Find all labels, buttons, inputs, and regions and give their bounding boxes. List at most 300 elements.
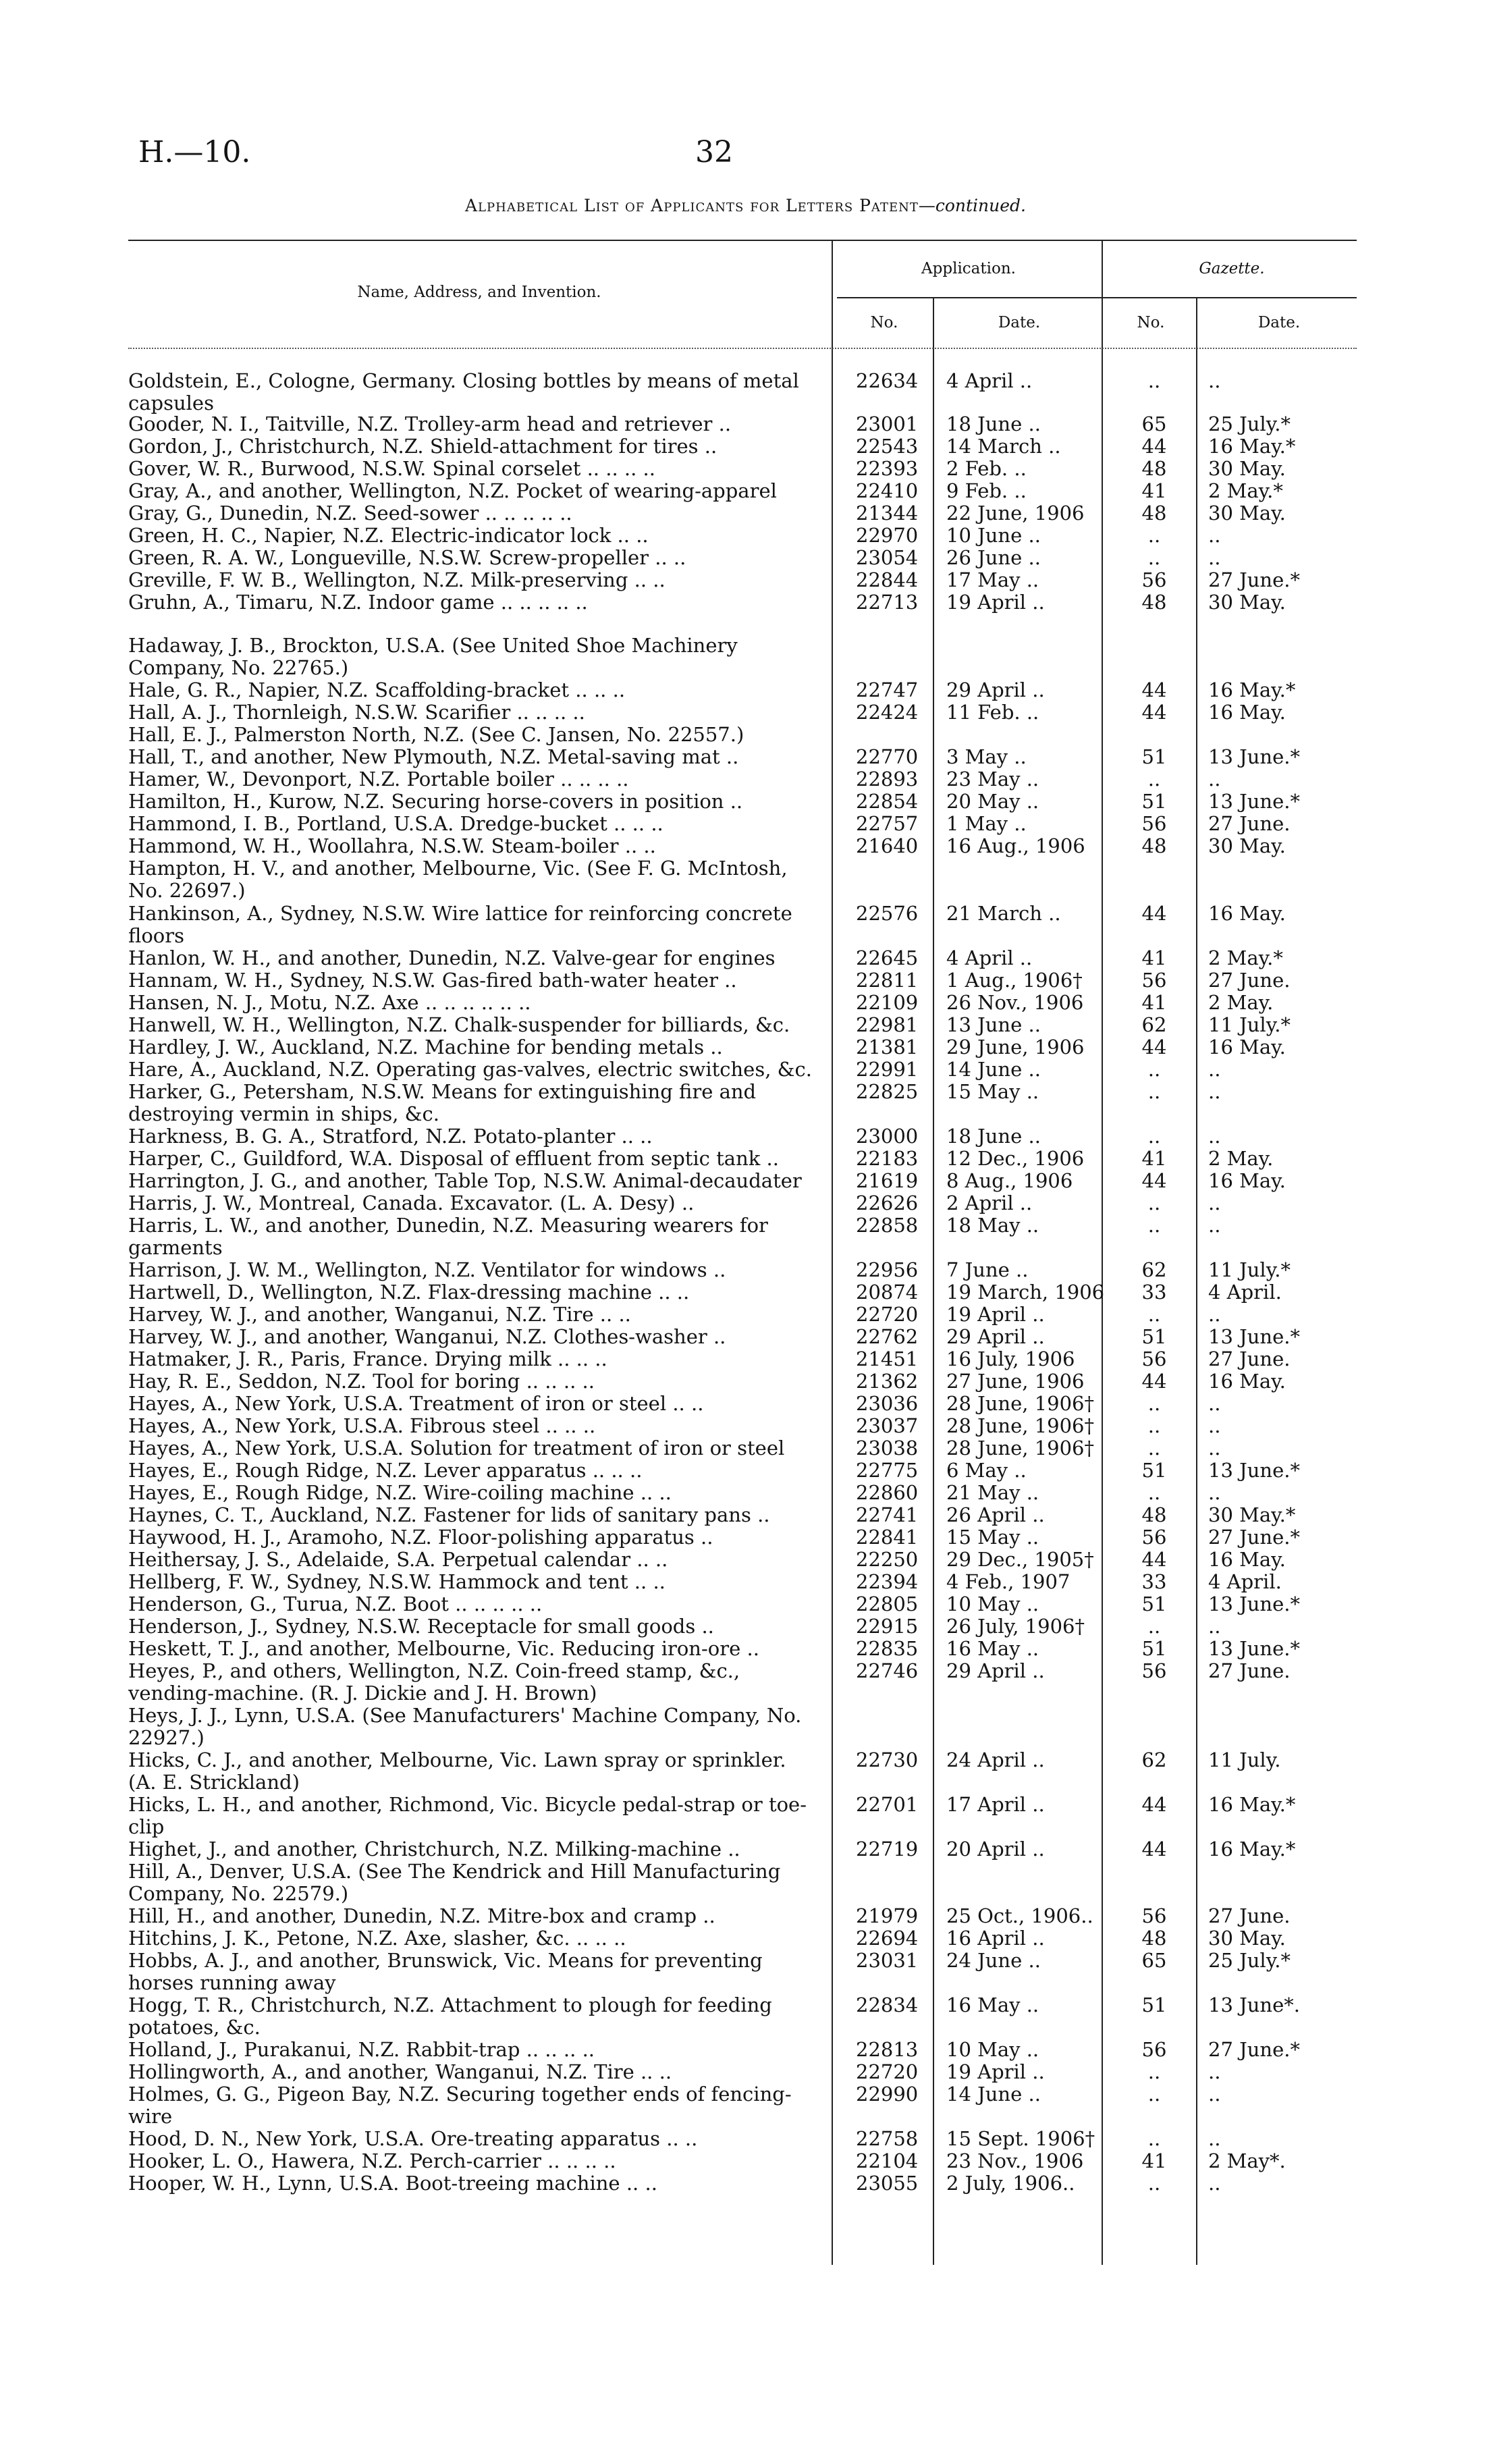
gazette-number: 33 (1141, 1281, 1167, 1304)
application-date: 26 June .. (946, 546, 1041, 569)
gazette-date: .. (1208, 1615, 1221, 1638)
application-date: 17 April .. (946, 1793, 1045, 1816)
application-number: 22805 (856, 1592, 919, 1615)
application-date: 9 Feb. .. (946, 479, 1027, 502)
gazette-date: 4 April. (1208, 1281, 1282, 1304)
gazette-date: 27 June. (1208, 1904, 1291, 1927)
application-number: 22719 (856, 1838, 919, 1860)
gazette-date: .. (1208, 2083, 1221, 2106)
application-date: 16 Aug., 1906 (946, 834, 1085, 857)
application-number: 22758 (856, 2127, 919, 2150)
gazette-number: 51 (1141, 1993, 1167, 2016)
applicant-entry: Henderson, J., Sydney, N.S.W. Receptacle for small goods .. (128, 1615, 714, 1638)
gazette-number: 51 (1141, 745, 1167, 768)
gazette-date: 16 May. (1208, 1169, 1286, 1192)
gazette-date: 11 July. (1208, 1748, 1281, 1771)
gazette-date: 30 May. (1208, 502, 1286, 525)
gazette-number: 44 (1141, 1793, 1167, 1816)
applicant-entry: Hayes, A., New York, U.S.A. Fibrous steel .. .. .. (128, 1414, 596, 1437)
applicant-entry: Harris, L. W., and another, Dunedin, N.Z. Measuring wearers for garments (128, 1214, 768, 1259)
application-number: 22645 (856, 946, 919, 969)
gazette-number: .. (1147, 2060, 1161, 2083)
application-date: 14 June .. (946, 2083, 1041, 2106)
gazette-number: 62 (1141, 1258, 1167, 1281)
application-date: 12 Dec., 1906 (946, 1147, 1085, 1170)
applicant-entry: Hall, A. J., Thornleigh, N.S.W. Scarifier .. .. .. .. (128, 701, 585, 724)
application-date: 1 Aug., 1906† (946, 969, 1083, 992)
application-date: 4 Feb., 1907 (946, 1570, 1070, 1593)
gazette-number: 56 (1141, 2038, 1167, 2061)
gazette-number: 62 (1141, 1748, 1167, 1771)
gazette-date: .. (1208, 2060, 1221, 2083)
application-number: 21362 (856, 1370, 919, 1393)
application-date: 1 May .. (946, 812, 1027, 835)
application-date: 28 June, 1906† (946, 1437, 1095, 1459)
application-date: 16 April .. (946, 1927, 1045, 1950)
application-date: 29 June, 1906 (946, 1036, 1085, 1059)
applicant-entry: Greville, F. W. B., Wellington, N.Z. Milk-preserving .. .. (128, 568, 666, 591)
application-number: 22701 (856, 1793, 919, 1816)
application-date: 10 June .. (946, 524, 1041, 547)
application-date: 18 June .. (946, 412, 1041, 435)
gazette-date: 30 May. (1208, 834, 1286, 857)
gazette-number: 48 (1141, 457, 1167, 480)
application-date: 28 June, 1906† (946, 1414, 1095, 1437)
applicant-entry: Heithersay, J. S., Adelaide, S.A. Perpetual calendar .. .. (128, 1548, 668, 1571)
application-number: 22956 (856, 1258, 919, 1281)
applicant-entry: Haywood, H. J., Aramoho, N.Z. Floor-polishing apparatus .. (128, 1526, 713, 1549)
column-header-app-date: Date. (998, 314, 1041, 331)
application-date: 16 July, 1906 (946, 1347, 1075, 1370)
gazette-date: .. (1208, 1481, 1221, 1504)
gazette-date: 27 June.* (1208, 2038, 1300, 2061)
gazette-date: 25 July.* (1208, 412, 1291, 435)
gazette-date: 16 May. (1208, 701, 1286, 724)
gazette-number: .. (1147, 1080, 1161, 1103)
gazette-number: 56 (1141, 1526, 1167, 1549)
application-number: 22915 (856, 1615, 919, 1638)
gazette-date: 2 May.* (1208, 479, 1283, 502)
gazette-number: 56 (1141, 1659, 1167, 1682)
gazette-date: 16 May.* (1208, 678, 1296, 701)
gazette-number: .. (1147, 1414, 1161, 1437)
application-date: 16 May .. (946, 1637, 1039, 1660)
gazette-date: 13 June.* (1208, 1325, 1300, 1348)
application-date: 17 May .. (946, 568, 1039, 591)
gazette-number: 48 (1141, 1503, 1167, 1526)
application-number: 22841 (856, 1526, 919, 1549)
application-number: 22394 (856, 1570, 919, 1593)
application-number: 22825 (856, 1080, 919, 1103)
gazette-number: 44 (1141, 1036, 1167, 1059)
column-header-gazette-no: No. (1137, 314, 1165, 331)
gazette-number: 48 (1141, 591, 1167, 614)
gazette-date: 16 May.* (1208, 1793, 1296, 1816)
application-number: 22970 (856, 524, 919, 547)
application-number: 22694 (856, 1927, 919, 1950)
gazette-number: .. (1147, 524, 1161, 547)
application-date: 15 Sept. 1906† (946, 2127, 1095, 2150)
gazette-number: .. (1147, 1191, 1161, 1214)
application-number: 22854 (856, 790, 919, 813)
application-number: 22770 (856, 745, 919, 768)
application-number: 20874 (856, 1281, 919, 1304)
application-date: 19 April .. (946, 2060, 1045, 2083)
applicant-entry: Goldstein, E., Cologne, Germany. Closing bottles by means of metal capsules (128, 369, 799, 414)
gazette-date: 27 June. (1208, 1659, 1291, 1682)
gazette-number: 65 (1141, 412, 1167, 435)
application-date: 11 Feb. .. (946, 701, 1039, 724)
list-title-text: Alphabetical List of Applicants for Letters Patent (465, 196, 919, 215)
application-date: 26 Nov., 1906 (946, 991, 1084, 1014)
gazette-date: 16 May.* (1208, 435, 1296, 458)
application-number: 22981 (856, 1013, 919, 1036)
gazette-number: .. (1147, 369, 1161, 392)
application-number: 22813 (856, 2038, 919, 2061)
applicant-entry: Hare, A., Auckland, N.Z. Operating gas-valves, electric switches, &c. (128, 1058, 812, 1081)
application-number: 22893 (856, 768, 919, 791)
gazette-date: .. (1208, 1392, 1221, 1415)
applicant-entry: Hammond, W. H., Woollahra, N.S.W. Steam-boiler .. .. (128, 834, 656, 857)
gazette-number: .. (1147, 768, 1161, 791)
gazette-date: 11 July.* (1208, 1013, 1291, 1036)
gazette-number: .. (1147, 1058, 1161, 1081)
application-number: 22250 (856, 1548, 919, 1571)
applicant-entry: Hammond, I. B., Portland, U.S.A. Dredge-bucket .. .. .. (128, 812, 663, 835)
applicant-entry: Hayes, E., Rough Ridge, N.Z. Lever apparatus .. .. .. (128, 1459, 643, 1482)
gazette-date: .. (1208, 1191, 1221, 1214)
application-date: 2 April .. (946, 1191, 1033, 1214)
applicant-entry: Harvey, W. J., and another, Wanganui, N.Z. Clothes-washer .. (128, 1325, 726, 1348)
applicant-entry: Hellberg, F. W., Sydney, N.S.W. Hammock and tent .. .. (128, 1570, 666, 1593)
application-date: 4 April .. (946, 946, 1033, 969)
application-date: 4 April .. (946, 369, 1033, 392)
gazette-date: 27 June. (1208, 969, 1291, 992)
applicant-entry: Hayes, A., New York, U.S.A. Solution for treatment of iron or steel (128, 1437, 785, 1459)
gazette-number: .. (1147, 1392, 1161, 1415)
applicant-entry: Harker, G., Petersham, N.S.W. Means for extinguishing fire and destroying vermin in ships, &c. (128, 1080, 757, 1125)
applicant-entry: Harper, C., Guildford, W.A. Disposal of effluent from septic tank .. (128, 1147, 779, 1170)
application-number: 21979 (856, 1904, 919, 1927)
gazette-number: 41 (1141, 479, 1167, 502)
gazette-number: .. (1147, 2172, 1161, 2195)
gazette-number: 56 (1141, 1904, 1167, 1927)
application-date: 28 June, 1906† (946, 1392, 1095, 1415)
gazette-date: 16 May. (1208, 902, 1286, 925)
applicant-entry: Hanwell, W. H., Wellington, N.Z. Chalk-suspender for billiards, &c. (128, 1013, 790, 1036)
column-header-gazette-date: Date. (1257, 314, 1301, 331)
applicant-entry: Hale, G. R., Napier, N.Z. Scaffolding-bracket .. .. .. (128, 678, 626, 701)
gazette-date: 13 June.* (1208, 790, 1300, 813)
application-number: 22424 (856, 701, 919, 724)
applicant-entry: Holmes, G. G., Pigeon Bay, N.Z. Securing together ends of fencing-wire (128, 2083, 792, 2128)
gazette-number: 44 (1141, 678, 1167, 701)
application-number: 21344 (856, 502, 919, 525)
applicant-entry: Heyes, P., and others, Wellington, N.Z. Coin-freed stamp, &c., vending-machine. (R. J. Dickie and J. H. Brown) (128, 1659, 740, 1705)
applicant-entry: Hooper, W. H., Lynn, U.S.A. Boot-treeing machine .. .. (128, 2172, 657, 2195)
application-date: 13 June .. (946, 1013, 1041, 1036)
application-date: 29 Dec., 1905† (946, 1548, 1094, 1571)
gazette-date: 13 June.* (1208, 745, 1300, 768)
gazette-number: .. (1147, 2127, 1161, 2150)
application-number: 22410 (856, 479, 919, 502)
application-date: 24 June .. (946, 1949, 1041, 1972)
gazette-date: .. (1208, 1437, 1221, 1459)
applicant-entry: Hardley, J. W., Auckland, N.Z. Machine for bending metals .. (128, 1036, 723, 1059)
gazette-date: 25 July.* (1208, 1949, 1291, 1972)
gazette-date: 13 June.* (1208, 1459, 1300, 1482)
gazette-number: .. (1147, 1214, 1161, 1237)
application-date: 19 April .. (946, 1303, 1045, 1326)
application-number: 21619 (856, 1169, 919, 1192)
gazette-date: 27 June.* (1208, 1526, 1300, 1549)
gazette-number: 41 (1141, 991, 1167, 1014)
gazette-number: 51 (1141, 1592, 1167, 1615)
applicant-entry: Green, H. C., Napier, N.Z. Electric-indicator lock .. .. (128, 524, 649, 547)
gazette-number: 44 (1141, 1838, 1167, 1860)
application-number: 23031 (856, 1949, 919, 1972)
gazette-number: 51 (1141, 1459, 1167, 1482)
gazette-date: 30 May.* (1208, 1503, 1296, 1526)
gazette-date: 13 June.* (1208, 1637, 1300, 1660)
gazette-date: .. (1208, 1414, 1221, 1437)
gazette-number: 56 (1141, 568, 1167, 591)
gazette-date: 13 June.* (1208, 1592, 1300, 1615)
applicant-entry: Hanlon, W. H., and another, Dunedin, N.Z. Valve-gear for engines (128, 946, 776, 969)
gazette-date: 16 May. (1208, 1370, 1286, 1393)
application-date: 23 May .. (946, 768, 1039, 791)
applicant-entry: Hicks, L. H., and another, Richmond, Vic. Bicycle pedal-strap or toe-clip (128, 1793, 807, 1838)
gazette-number: 33 (1141, 1570, 1167, 1593)
application-number: 22835 (856, 1637, 919, 1660)
application-number: 22858 (856, 1214, 919, 1237)
applicant-entry: Hill, A., Denver, U.S.A. (See The Kendrick and Hill Manufacturing Company, No. 22579.) (128, 1860, 781, 1905)
gazette-date: 27 June.* (1208, 568, 1300, 591)
application-number: 22775 (856, 1459, 919, 1482)
application-date: 24 April .. (946, 1748, 1045, 1771)
application-number: 22844 (856, 568, 919, 591)
application-date: 23 Nov., 1906 (946, 2149, 1084, 2172)
applicant-entry: Harkness, B. G. A., Stratford, N.Z. Potato-planter .. .. (128, 1125, 653, 1148)
gazette-date: 13 June*. (1208, 1993, 1300, 2016)
application-number: 22757 (856, 812, 919, 835)
gazette-number: 44 (1141, 701, 1167, 724)
application-date: 15 May .. (946, 1080, 1039, 1103)
gazette-number: 51 (1141, 1325, 1167, 1348)
application-date: 18 June .. (946, 1125, 1041, 1148)
gazette-date: 2 May.* (1208, 946, 1283, 969)
gazette-date: .. (1208, 1214, 1221, 1237)
applicant-entry: Henderson, G., Turua, N.Z. Boot .. .. .. .. .. (128, 1592, 543, 1615)
gazette-number: 44 (1141, 1548, 1167, 1571)
gazette-date: 2 May*. (1208, 2149, 1286, 2172)
applicant-entry: Hamer, W., Devonport, N.Z. Portable boiler .. .. .. .. (128, 768, 629, 791)
application-date: 15 May .. (946, 1526, 1039, 1549)
gazette-date: 27 June. (1208, 812, 1291, 835)
gazette-number: 41 (1141, 1147, 1167, 1170)
page-number: 32 (695, 135, 733, 169)
gazette-date: 16 May. (1208, 1548, 1286, 1571)
applicant-entry: Hannam, W. H., Sydney, N.S.W. Gas-fired bath-water heater .. (128, 969, 737, 992)
gazette-number: 56 (1141, 812, 1167, 835)
column-header-application: Application. (921, 260, 1016, 277)
applicant-entry: Hay, R. E., Seddon, N.Z. Tool for boring .. .. .. .. (128, 1370, 595, 1393)
gazette-date: .. (1208, 524, 1221, 547)
applicant-entry: Hobbs, A. J., and another, Brunswick, Vic. Means for preventing horses running away (128, 1949, 763, 1994)
applicant-entry: Harris, J. W., Montreal, Canada. Excavator. (L. A. Desy) .. (128, 1191, 695, 1214)
gazette-number: 44 (1141, 1370, 1167, 1393)
gazette-number: 48 (1141, 502, 1167, 525)
gazette-date: .. (1208, 369, 1221, 392)
application-number: 22576 (856, 902, 919, 925)
gazette-number: 44 (1141, 1169, 1167, 1192)
application-date: 29 April .. (946, 1325, 1045, 1348)
application-number: 23038 (856, 1437, 919, 1459)
application-date: 18 May .. (946, 1214, 1039, 1237)
applicant-entry: Hogg, T. R., Christchurch, N.Z. Attachment to plough for feeding potatoes, &c. (128, 1993, 772, 2039)
application-number: 22720 (856, 1303, 919, 1326)
application-number: 23037 (856, 1414, 919, 1437)
gazette-number: .. (1147, 546, 1161, 569)
application-number: 22543 (856, 435, 919, 458)
application-number: 21640 (856, 834, 919, 857)
applicant-entry: Gray, A., and another, Wellington, N.Z. Pocket of wearing-apparel (128, 479, 777, 502)
applicant-entry: Hayes, A., New York, U.S.A. Treatment of iron or steel .. .. (128, 1392, 704, 1415)
gazette-date: .. (1208, 2172, 1221, 2195)
gazette-date: .. (1208, 2127, 1221, 2150)
application-number: 21451 (856, 1347, 919, 1370)
applicant-entry: Gray, G., Dunedin, N.Z. Seed-sower .. .. .. .. .. (128, 502, 572, 525)
application-date: 19 April .. (946, 591, 1045, 614)
application-number: 22713 (856, 591, 919, 614)
applicant-entry: Heskett, T. J., and another, Melbourne, Vic. Reducing iron-ore .. (128, 1637, 759, 1660)
application-number: 22393 (856, 457, 919, 480)
gazette-number: .. (1147, 1615, 1161, 1638)
applicant-entry: Gruhn, A., Timaru, N.Z. Indoor game .. .. .. .. .. (128, 591, 588, 614)
gazette-number: 41 (1141, 946, 1167, 969)
gazette-number: .. (1147, 1481, 1161, 1504)
application-number: 23054 (856, 546, 919, 569)
applicant-entry: Hamilton, H., Kurow, N.Z. Securing horse-covers in position .. (128, 790, 743, 813)
applicant-entry: Hampton, H. V., and another, Melbourne, Vic. (See F. G. McIntosh, No. 22697.) (128, 857, 788, 902)
gazette-number: 65 (1141, 1949, 1167, 1972)
application-date: 19 March, 1906 (946, 1281, 1105, 1304)
application-date: 20 April .. (946, 1838, 1045, 1860)
gazette-date: 16 May.* (1208, 1838, 1296, 1860)
applicant-entry: Harrington, J. G., and another, Table Top, N.S.W. Animal-decaudater (128, 1169, 802, 1192)
application-date: 21 May .. (946, 1481, 1039, 1504)
application-number: 22626 (856, 1191, 919, 1214)
gazette-date: .. (1208, 1058, 1221, 1081)
application-date: 26 July, 1906† (946, 1615, 1085, 1638)
application-date: 16 May .. (946, 1993, 1039, 2016)
column-header-app-no: No. (870, 314, 898, 331)
application-date: 25 Oct., 1906.. (946, 1904, 1093, 1927)
application-date: 10 May .. (946, 1592, 1039, 1615)
application-number: 22811 (856, 969, 919, 992)
applicant-entry: Hankinson, A., Sydney, N.S.W. Wire lattice for reinforcing concrete floors (128, 902, 792, 947)
gazette-number: 51 (1141, 790, 1167, 813)
application-number: 22747 (856, 678, 919, 701)
application-number: 22730 (856, 1748, 919, 1771)
applicant-entry: Gooder, N. I., Taitville, N.Z. Trolley-arm head and retriever .. (128, 412, 732, 435)
application-date: 14 June .. (946, 1058, 1041, 1081)
application-date: 21 March .. (946, 902, 1061, 925)
application-number: 22762 (856, 1325, 919, 1348)
application-number: 22991 (856, 1058, 919, 1081)
application-number: 23036 (856, 1392, 919, 1415)
applicant-entry: Heys, J. J., Lynn, U.S.A. (See Manufacturers' Machine Company, No. 22927.) (128, 1704, 802, 1749)
gazette-number: .. (1147, 2083, 1161, 2106)
application-number: 22834 (856, 1993, 919, 2016)
gazette-date: 30 May. (1208, 1927, 1286, 1950)
gazette-number: 48 (1141, 1927, 1167, 1950)
gazette-date: 16 May. (1208, 1036, 1286, 1059)
gazette-date: .. (1208, 1080, 1221, 1103)
applicant-entry: Hollingworth, A., and another, Wanganui, N.Z. Tire .. .. (128, 2060, 672, 2083)
gazette-number: .. (1147, 1303, 1161, 1326)
gazette-date: 27 June. (1208, 1347, 1291, 1370)
gazette-date: .. (1208, 546, 1221, 569)
application-date: 2 July, 1906.. (946, 2172, 1075, 2195)
applicant-entry: Gordon, J., Christchurch, N.Z. Shield-attachment for tires .. (128, 435, 717, 458)
applicant-entry: Harvey, W. J., and another, Wanganui, N.Z. Tire .. .. (128, 1303, 631, 1326)
application-date: 29 April .. (946, 678, 1045, 701)
application-date: 26 April .. (946, 1503, 1045, 1526)
applicant-entry: Hadaway, J. B., Brockton, U.S.A. (See United Shoe Machinery Company, No. 22765.) (128, 634, 738, 679)
application-date: 14 March .. (946, 435, 1061, 458)
gazette-number: 56 (1141, 1347, 1167, 1370)
applicant-entry: Hicks, C. J., and another, Melbourne, Vic. Lawn spray or sprinkler. (A. E. Strickland) (128, 1748, 786, 1794)
applicant-entry: Green, R. A. W., Longueville, N.S.W. Screw-propeller .. .. (128, 546, 686, 569)
applicant-entry: Hartwell, D., Wellington, N.Z. Flax-dressing machine .. .. (128, 1281, 690, 1304)
column-header-gazette: Gazette. (1199, 260, 1265, 277)
gazette-date: 30 May. (1208, 457, 1286, 480)
gazette-date: .. (1208, 768, 1221, 791)
gazette-number: 44 (1141, 902, 1167, 925)
application-date: 22 June, 1906 (946, 502, 1085, 525)
gazette-number: .. (1147, 1125, 1161, 1148)
application-number: 22104 (856, 2149, 919, 2172)
gazette-date: .. (1208, 1125, 1221, 1148)
application-date: 2 Feb. .. (946, 457, 1027, 480)
application-number: 22634 (856, 369, 919, 392)
applicant-entry: Hall, E. J., Palmerston North, N.Z. (See C. Jansen, No. 22557.) (128, 723, 744, 746)
application-number: 22741 (856, 1503, 919, 1526)
application-number: 22109 (856, 991, 919, 1014)
gazette-number: 51 (1141, 1637, 1167, 1660)
gazette-date: 4 April. (1208, 1570, 1282, 1593)
gazette-number: .. (1147, 1437, 1161, 1459)
gazette-number: 41 (1141, 2149, 1167, 2172)
column-header-name: Name, Address, and Invention. (357, 284, 601, 301)
applicant-entry: Hayes, E., Rough Ridge, N.Z. Wire-coiling machine .. .. (128, 1481, 672, 1504)
list-title-continued: —continued. (918, 196, 1026, 215)
application-number: 22183 (856, 1147, 919, 1170)
applicant-entry: Hill, H., and another, Dunedin, N.Z. Mitre-box and cramp .. (128, 1904, 715, 1927)
applicant-entry: Hatmaker, J. R., Paris, France. Drying milk .. .. .. (128, 1347, 607, 1370)
gazette-number: 44 (1141, 435, 1167, 458)
applicant-entry: Gover, W. R., Burwood, N.S.W. Spinal corselet .. .. .. .. (128, 457, 655, 480)
gazette-number: 62 (1141, 1013, 1167, 1036)
application-date: 20 May .. (946, 790, 1039, 813)
gazette-number: 56 (1141, 969, 1167, 992)
gazette-number: 48 (1141, 834, 1167, 857)
gazette-date: .. (1208, 1303, 1221, 1326)
application-number: 22990 (856, 2083, 919, 2106)
applicant-entry: Hansen, N. J., Motu, N.Z. Axe .. .. .. .. .. .. (128, 991, 531, 1014)
application-number: 22746 (856, 1659, 919, 1682)
